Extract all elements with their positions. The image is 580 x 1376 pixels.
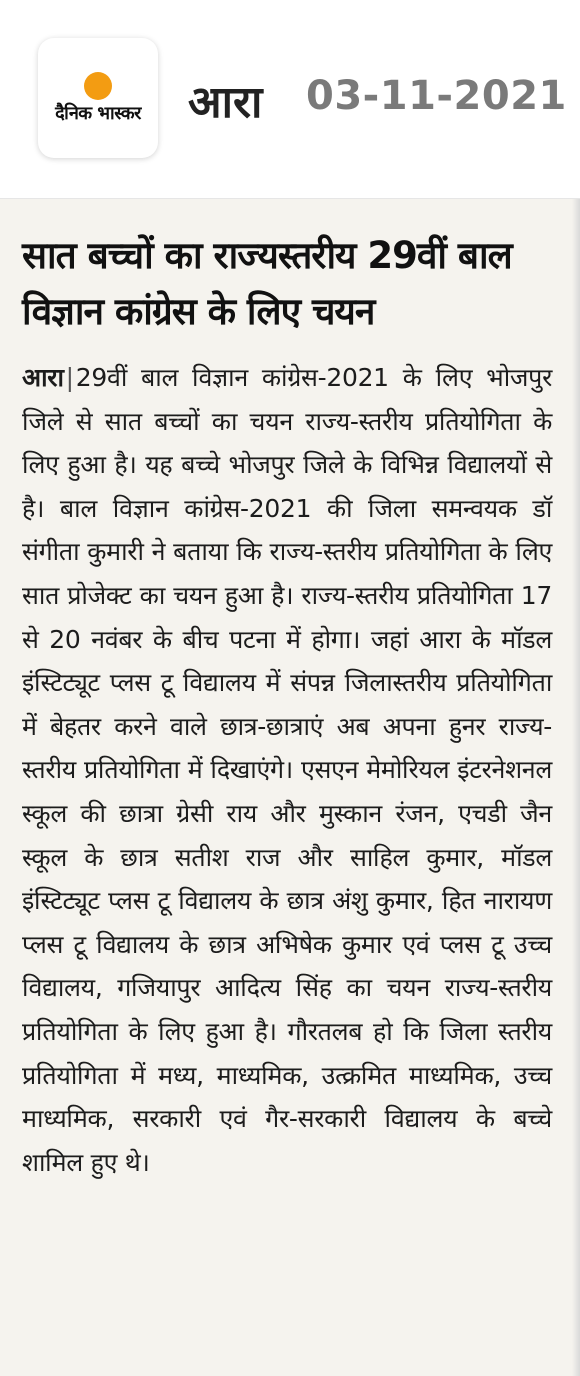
article-dateline: आरा	[22, 363, 64, 392]
dainik-bhaskar-logo[interactable]	[38, 38, 158, 158]
article-body	[22, 356, 552, 1184]
article-headline: सात बच्चों का राज्यस्तरीय 29वीं बाल विज्ञान कांग्रेस के लिए चयन	[22, 234, 512, 333]
logo-text: दैनिक भास्कर	[55, 103, 141, 124]
clipping-edge	[572, 199, 580, 1376]
sun-icon	[84, 72, 112, 100]
edition-date: 03-11-2021	[306, 73, 567, 119]
edition-city: आरा	[188, 77, 263, 128]
article-body-text: 29वीं बाल विज्ञान कांग्रेस-2021 के लिए भोजपुर जिले से सात बच्चों का चयन राज्य-स्तरीय प्रतियोगिता के लिए हुआ है। यह बच्चे भोजपुर जिले के विभिन्न विद्यालयों से है। बाल विज्ञान कांग्रेस-2021 की जिला समन्वयक डॉ संगीता कुमारी ने बताया कि राज्य-स्तरीय प्रतियोगिता के लिए सात प्रोजेक्ट का चयन हुआ है। राज्य-स्तरीय प्रतियोगिता 17 से 20 नवंबर के बीच पटना में होगा। जहां आरा के मॉडल इंस्टिट्यूट प्लस टू विद्यालय में संपन्न जिलास्तरीय प्रतियोगिता में बेहतर करने वाले छात्र-छात्राएं अब अपना हुनर राज्य-स्तरीय प्रतियोगिता में दिखाएंगे। एसएन मेमोरियल इंटरनेशनल स्कूल की छात्रा ग्रेसी राय और मुस्कान रंजन, एचडी जैन स्कूल के छात्र सतीश राज और साहिल कुमार, मॉडल इंस्टिट्यूट प्लस टू विद्यालय के छात्र अंशु कुमार, हित नारायण प्लस टू विद्यालय के छात्र अभिषेक कुमार एवं प्लस टू उच्च विद्यालय, गजियापुर आदित्य सिंह का चयन राज्य-स्तरीय प्रतियोगिता के लिए हुआ है। गौरतलब हो कि जिला स्तरीय प्रतियोगिता में मध्य, माध्यमिक, उत्क्रमित माध्यमिक, उच्च माध्यमिक, सरकारी एवं गैर-सरकारी विद्यालय के बच्चे शामिल हुए थे।	[22, 363, 552, 1177]
dateline-separator: |	[65, 363, 74, 392]
header	[0, 0, 580, 199]
